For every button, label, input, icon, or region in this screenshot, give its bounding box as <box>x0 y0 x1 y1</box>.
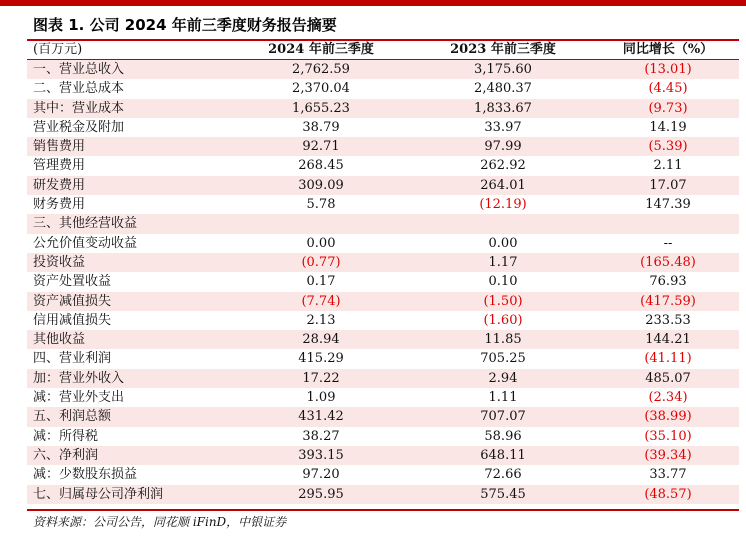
cell-2023: 707.07 <box>480 409 526 425</box>
table-row <box>27 156 739 175</box>
cell-2024: 2,762.59 <box>292 62 350 77</box>
cell-2023: 3,175.60 <box>474 62 532 77</box>
row-label: 其中：营业成本 <box>33 100 125 116</box>
cell-2023: 72.66 <box>484 467 522 483</box>
table-row <box>27 407 739 426</box>
cell-2023: (12.19) <box>479 197 527 213</box>
table-row <box>27 60 739 79</box>
row-label: 减：所得税 <box>33 428 99 444</box>
table-row <box>27 427 739 446</box>
cell-2024: 393.15 <box>298 447 344 463</box>
cell-yoy: 33.77 <box>649 467 687 483</box>
row-label: 六、净利润 <box>33 447 99 463</box>
cell-2024: 5.78 <box>306 197 336 213</box>
figure-caption: 图表 1. 公司 2024 年前三季度财务报告摘要 <box>33 16 337 34</box>
cell-yoy: (165.48) <box>640 254 696 270</box>
cell-yoy <box>597 214 739 233</box>
row-label: 三、其他经营收益 <box>33 216 138 232</box>
cell-2024: (7.74) <box>301 293 341 309</box>
cell-yoy: (41.11) <box>644 351 692 367</box>
row-label: 公允价值变动收益 <box>33 235 138 251</box>
cell-2024: (0.77) <box>301 254 341 270</box>
cell-2023: 97.99 <box>484 139 522 155</box>
cell-2024: 295.95 <box>298 486 344 502</box>
cell-yoy: (35.10) <box>644 428 692 444</box>
table-row <box>27 369 739 388</box>
cell-yoy: (5.39) <box>648 139 688 155</box>
cell-2023: 648.11 <box>480 447 526 463</box>
cell-2023: 2,480.37 <box>474 81 532 97</box>
cell-2023: 11.85 <box>484 332 522 348</box>
table-row <box>27 195 739 214</box>
table-bottom-rule <box>27 509 739 511</box>
table-row <box>27 79 739 98</box>
cell-2024: 17.22 <box>302 370 340 386</box>
top-accent-bar <box>0 0 746 6</box>
row-label: 资产处置收益 <box>33 274 112 290</box>
cell-2024: 1,655.23 <box>292 100 350 116</box>
cell-yoy: (4.45) <box>648 81 688 97</box>
cell-yoy: (39.34) <box>644 447 692 463</box>
cell-yoy: (417.59) <box>640 293 696 309</box>
row-label: 财务费用 <box>33 197 86 213</box>
cell-2024: 268.45 <box>298 158 344 174</box>
row-label: 一、营业总收入 <box>33 62 125 77</box>
row-label: 减：少数股东损益 <box>33 467 138 483</box>
table-body <box>27 60 739 504</box>
table-row <box>27 214 739 233</box>
cell-2024: 0.00 <box>306 235 336 251</box>
row-label: 四、营业利润 <box>33 351 112 367</box>
cell-2024: 38.27 <box>302 428 340 444</box>
cell-yoy: (13.01) <box>644 62 692 77</box>
cell-2023: 1.17 <box>488 254 518 270</box>
table-row <box>27 272 739 291</box>
table-row <box>27 388 739 407</box>
header-2023: 2023 年前三季度 <box>450 42 556 57</box>
header-yoy: 同比增长（%） <box>622 42 714 57</box>
cell-2023: 1,833.67 <box>474 100 532 116</box>
cell-2023: 58.96 <box>484 428 522 444</box>
cell-2023: 33.97 <box>484 119 522 135</box>
cell-2023: 0.10 <box>488 274 518 290</box>
cell-2024 <box>233 214 409 233</box>
cell-2024: 0.17 <box>306 274 336 290</box>
header-unit: (百万元) <box>33 42 83 57</box>
cell-2023 <box>409 214 597 233</box>
cell-2024: 431.42 <box>298 409 344 425</box>
cell-yoy: 14.19 <box>649 119 687 135</box>
source-note: 资料来源：公司公告，同花顺 iFinD，中银证券 <box>33 515 287 529</box>
table-row <box>27 465 739 484</box>
table-row <box>27 292 739 311</box>
cell-yoy: (9.73) <box>648 100 688 116</box>
row-label: 资产减值损失 <box>33 293 112 309</box>
row-label: 信用减值损失 <box>33 312 112 328</box>
row-label: 销售费用 <box>33 139 86 155</box>
cell-yoy: (48.57) <box>644 486 692 502</box>
table-row <box>27 349 739 368</box>
cell-2024: 92.71 <box>302 139 340 155</box>
cell-2023: 262.92 <box>480 158 526 174</box>
row-label: 管理费用 <box>33 158 86 174</box>
cell-yoy: 2.11 <box>653 158 683 174</box>
cell-2023: 575.45 <box>480 486 526 502</box>
cell-2023: (1.50) <box>483 293 523 309</box>
cell-2024: 1.09 <box>306 390 336 406</box>
cell-2023: 0.00 <box>488 235 518 251</box>
cell-yoy: (38.99) <box>644 409 692 425</box>
cell-yoy: 233.53 <box>645 312 691 328</box>
cell-2024: 38.79 <box>302 119 340 135</box>
cell-yoy: (2.34) <box>648 390 688 406</box>
cell-yoy: -- <box>663 235 673 251</box>
cell-2024: 415.29 <box>298 351 344 367</box>
cell-2024: 2.13 <box>306 312 336 328</box>
cell-2023: 264.01 <box>480 177 526 193</box>
table-row <box>27 446 739 465</box>
cell-yoy: 17.07 <box>649 177 687 193</box>
row-label: 二、营业总成本 <box>33 81 125 97</box>
row-label: 加：营业外收入 <box>33 370 125 386</box>
row-label: 其他收益 <box>33 332 86 348</box>
row-label: 减：营业外支出 <box>33 390 125 406</box>
cell-2023: (1.60) <box>483 312 523 328</box>
table-row <box>27 99 739 118</box>
cell-2023: 2.94 <box>488 370 518 386</box>
cell-2024: 97.20 <box>302 467 340 483</box>
table-row <box>27 485 739 504</box>
cell-2024: 2,370.04 <box>292 81 350 97</box>
row-label: 五、利润总额 <box>33 409 112 425</box>
row-label: 七、归属母公司净利润 <box>33 486 164 502</box>
cell-2024: 309.09 <box>298 177 344 193</box>
table-row <box>27 234 739 253</box>
cell-2024: 28.94 <box>302 332 340 348</box>
cell-2023: 705.25 <box>480 351 526 367</box>
cell-yoy: 144.21 <box>645 332 691 348</box>
row-label: 研发费用 <box>33 177 86 193</box>
cell-yoy: 147.39 <box>645 197 691 213</box>
table-header <box>27 41 739 59</box>
table-row <box>27 311 739 330</box>
table-row <box>27 253 739 272</box>
cell-yoy: 485.07 <box>645 370 691 386</box>
row-label: 投资收益 <box>33 254 86 270</box>
table-row <box>27 118 739 137</box>
table-row <box>27 176 739 195</box>
cell-2023: 1.11 <box>488 390 518 406</box>
table-row <box>27 137 739 156</box>
table-row <box>27 330 739 349</box>
row-label: 营业税金及附加 <box>33 119 125 135</box>
cell-yoy: 76.93 <box>649 274 687 290</box>
header-2024: 2024 年前三季度 <box>268 42 374 57</box>
